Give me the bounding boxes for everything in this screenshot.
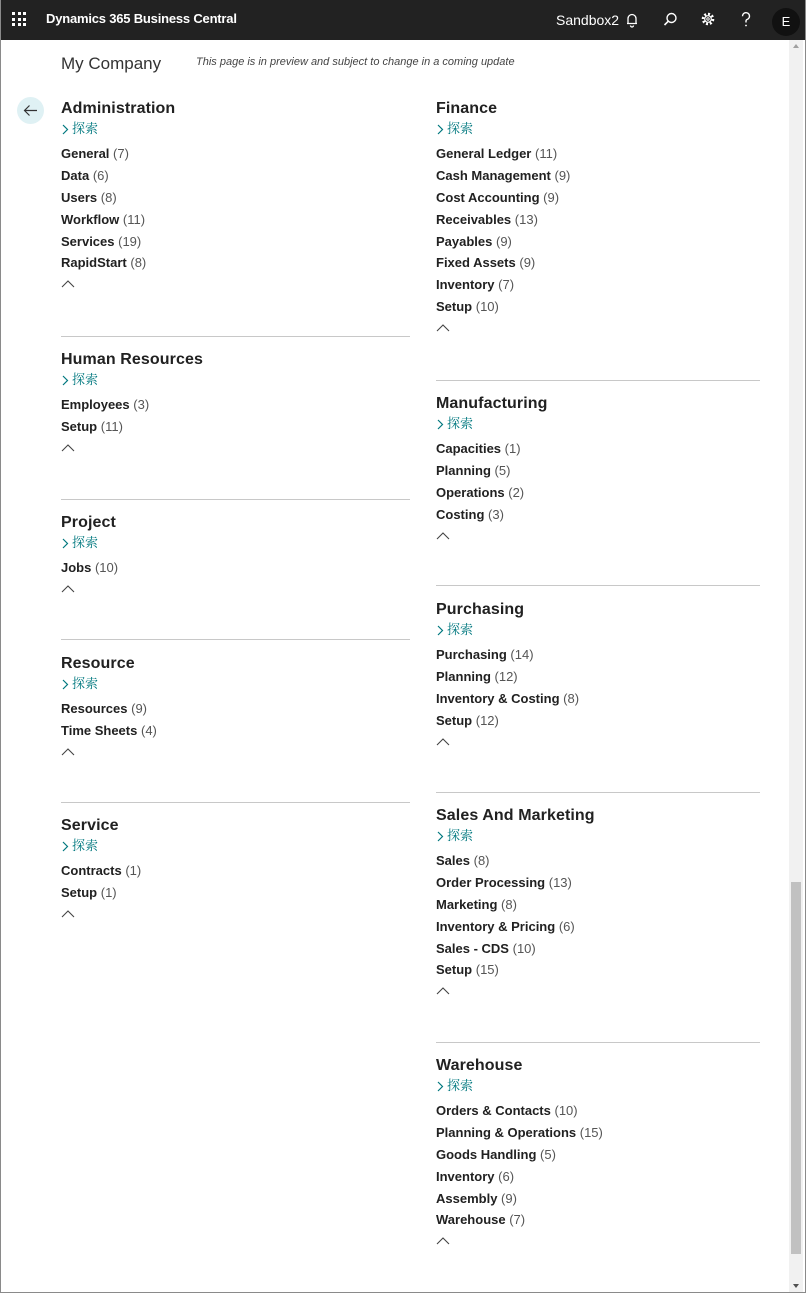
nav-item-contracts[interactable] xyxy=(61,860,410,882)
search-icon[interactable] xyxy=(660,10,680,30)
chevron-up-icon xyxy=(61,584,75,594)
nav-item-label: Setup xyxy=(61,418,98,434)
collapse-button[interactable] xyxy=(61,581,410,597)
nav-item-planning[interactable] xyxy=(436,666,760,688)
nav-item-label: Payables xyxy=(436,233,493,249)
nav-item-label: Order Processing xyxy=(436,874,546,890)
nav-item-inventory[interactable] xyxy=(436,1166,760,1188)
chevron-right-icon xyxy=(437,419,444,430)
nav-item-label: Setup xyxy=(61,884,98,900)
nav-item-count: (15) xyxy=(579,1124,603,1140)
nav-item-count: (5) xyxy=(494,462,511,478)
group-resource xyxy=(61,639,410,760)
scroll-up-arrow-icon[interactable] xyxy=(793,44,799,48)
company-title: My Company xyxy=(61,54,162,73)
nav-item-inventory-and-costing[interactable] xyxy=(436,688,760,710)
nav-item-label: General xyxy=(61,146,110,161)
explore-link[interactable] xyxy=(61,674,410,694)
nav-item-count: (8) xyxy=(100,189,117,205)
chevron-up-icon xyxy=(436,986,450,996)
explore-label: 探索 xyxy=(447,121,474,136)
explore-label: 探索 xyxy=(447,1078,474,1093)
explore-link[interactable] xyxy=(436,119,760,139)
nav-item-setup[interactable] xyxy=(436,959,760,981)
scroll-down-arrow-icon[interactable] xyxy=(793,1284,799,1288)
nav-item-inventory[interactable] xyxy=(436,274,760,296)
nav-item-count: (9) xyxy=(554,167,571,183)
nav-item-count: (5) xyxy=(540,1146,556,1162)
explore-link[interactable] xyxy=(61,533,410,553)
nav-item-label: Inventory xyxy=(436,277,495,293)
nav-item-rapidstart[interactable] xyxy=(61,252,410,274)
nav-item-label: Costing xyxy=(436,506,485,522)
nav-item-label: Setup xyxy=(436,299,473,315)
nav-item-jobs[interactable] xyxy=(61,557,410,579)
explore-label: 探索 xyxy=(447,416,474,431)
nav-item-count: (8) xyxy=(563,690,580,706)
chevron-up-icon xyxy=(61,909,75,919)
nav-item-count: (10) xyxy=(94,560,119,575)
nav-item-label: Fixed Assets xyxy=(436,255,516,271)
nav-item-setup[interactable] xyxy=(61,882,410,904)
nav-item-capacities[interactable] xyxy=(436,438,760,460)
group-title[interactable]: Service xyxy=(61,817,119,834)
explore-label: 探索 xyxy=(72,838,99,853)
nav-item-count: (6) xyxy=(498,1168,515,1184)
nav-item-count: (7) xyxy=(498,277,515,293)
explore-link[interactable] xyxy=(61,370,410,390)
nav-item-employees[interactable] xyxy=(61,394,410,416)
nav-item-label: Users xyxy=(61,189,98,205)
nav-item-label: Warehouse xyxy=(436,1212,506,1228)
nav-item-count: (19) xyxy=(118,233,142,249)
nav-item-count: (9) xyxy=(543,189,560,205)
nav-item-count: (7) xyxy=(509,1212,526,1228)
nav-item-general-ledger[interactable] xyxy=(436,143,760,165)
nav-item-count: (13) xyxy=(548,874,572,890)
nav-item-count: (6) xyxy=(92,167,109,183)
explore-label: 探索 xyxy=(447,622,474,637)
nav-item-count: (3) xyxy=(133,397,150,412)
nav-item-services[interactable] xyxy=(61,231,410,253)
group-title[interactable]: Warehouse xyxy=(436,1057,523,1074)
nav-item-count: (14) xyxy=(510,647,534,662)
explore-label: 探索 xyxy=(72,676,99,691)
nav-item-count: (8) xyxy=(473,853,490,868)
nav-item-count: (2) xyxy=(508,484,525,500)
nav-item-label: Marketing xyxy=(436,896,498,912)
explore-label: 探索 xyxy=(72,372,99,387)
nav-item-inventory-and-pricing[interactable] xyxy=(436,916,760,938)
nav-item-warehouse[interactable] xyxy=(436,1209,760,1231)
chevron-right-icon xyxy=(62,679,69,690)
chevron-right-icon xyxy=(437,1081,444,1092)
nav-item-count: (4) xyxy=(140,722,157,738)
nav-item-label: Assembly xyxy=(436,1190,498,1206)
bell-icon[interactable] xyxy=(622,10,642,30)
nav-item-count: (3) xyxy=(488,506,504,522)
nav-item-count: (8) xyxy=(501,896,517,912)
explore-link[interactable] xyxy=(436,414,760,434)
nav-item-order-processing[interactable] xyxy=(436,872,760,894)
explore-link[interactable] xyxy=(61,836,410,856)
chevron-right-icon xyxy=(62,538,69,549)
nav-item-label: Sales xyxy=(436,853,470,868)
nav-item-marketing[interactable] xyxy=(436,894,760,916)
nav-item-count: (9) xyxy=(131,701,147,716)
collapse-button[interactable] xyxy=(61,276,410,292)
collapse-button[interactable] xyxy=(436,320,760,336)
nav-item-label: Orders & Contacts xyxy=(436,1103,551,1118)
group-title[interactable]: Administration xyxy=(61,100,176,117)
nav-item-users[interactable] xyxy=(61,187,410,209)
group-title[interactable]: Resource xyxy=(61,655,135,672)
scroll-thumb[interactable] xyxy=(791,882,801,1254)
nav-item-label: Services xyxy=(61,233,115,249)
nav-item-count: (15) xyxy=(475,962,499,978)
nav-item-count: (8) xyxy=(130,255,147,271)
gear-icon[interactable] xyxy=(698,10,718,30)
group-warehouse xyxy=(436,1042,760,1249)
explore-label: 探索 xyxy=(72,535,99,550)
chevron-up-icon xyxy=(436,531,450,541)
nav-item-count: (13) xyxy=(514,211,538,227)
chevron-right-icon xyxy=(437,831,444,842)
nav-item-setup[interactable] xyxy=(436,296,760,318)
group-title[interactable]: Purchasing xyxy=(436,601,525,618)
chevron-right-icon xyxy=(62,375,69,386)
collapse-button[interactable] xyxy=(436,734,760,750)
chevron-up-icon xyxy=(61,279,75,289)
environment-name: Sandbox2 xyxy=(556,12,620,28)
nav-item-label: Operations xyxy=(436,484,505,500)
arrow-left-icon xyxy=(23,103,38,118)
nav-item-count: (9) xyxy=(519,255,536,271)
nav-item-planning[interactable] xyxy=(436,460,760,482)
nav-item-label: Inventory & Pricing xyxy=(436,918,556,934)
group-project xyxy=(61,499,410,597)
chevron-up-icon xyxy=(436,737,450,747)
nav-item-count: (10) xyxy=(554,1103,578,1118)
group-purchasing xyxy=(436,585,760,750)
chevron-right-icon xyxy=(437,625,444,636)
nav-item-label: Receivables xyxy=(436,211,512,227)
app-launcher-icon[interactable] xyxy=(12,12,26,26)
help-icon[interactable] xyxy=(736,10,756,30)
nav-item-count: (12) xyxy=(475,712,499,728)
nav-item-label: Sales - CDS xyxy=(436,940,509,956)
nav-item-assembly[interactable] xyxy=(436,1188,760,1210)
avatar[interactable]: E xyxy=(772,8,800,36)
group-administration xyxy=(61,99,410,292)
explore-link[interactable] xyxy=(436,1076,760,1096)
preview-notice: This page is in preview and subject to change in a coming update xyxy=(196,56,515,68)
nav-item-label: Data xyxy=(61,167,90,183)
nav-item-label: Jobs xyxy=(61,560,92,575)
nav-item-label: Resources xyxy=(61,701,128,716)
chevron-up-icon xyxy=(436,323,450,333)
explore-link[interactable] xyxy=(436,826,760,846)
nav-item-resources[interactable] xyxy=(61,698,410,720)
nav-item-label: Workflow xyxy=(61,211,120,227)
chevron-right-icon xyxy=(62,841,69,852)
back-button[interactable] xyxy=(17,97,44,124)
nav-item-label: Cash Management xyxy=(436,167,551,183)
nav-item-general[interactable] xyxy=(61,143,410,165)
nav-item-count: (1) xyxy=(100,884,117,900)
nav-item-label: Time Sheets xyxy=(61,722,138,738)
group-sales-and-marketing xyxy=(436,792,760,999)
nav-item-label: Planning & Operations xyxy=(436,1124,577,1140)
nav-item-count: (9) xyxy=(501,1190,517,1206)
nav-item-label: Setup xyxy=(436,962,473,978)
group-title[interactable]: Sales And Marketing xyxy=(436,807,595,824)
nav-item-sales[interactable] xyxy=(436,850,760,872)
explore-link[interactable] xyxy=(61,119,410,139)
group-finance xyxy=(436,99,760,336)
nav-item-receivables[interactable] xyxy=(436,209,760,231)
explore-label: 探索 xyxy=(72,121,99,136)
collapse-button[interactable] xyxy=(436,983,760,999)
group-title[interactable]: Finance xyxy=(436,100,498,117)
nav-item-purchasing[interactable] xyxy=(436,644,760,666)
nav-item-orders-and-contacts[interactable] xyxy=(436,1100,760,1122)
nav-item-count: (9) xyxy=(496,233,512,249)
nav-item-count: (12) xyxy=(494,668,518,684)
nav-item-label: General Ledger xyxy=(436,146,532,161)
nav-item-operations[interactable] xyxy=(436,482,760,504)
nav-item-data[interactable] xyxy=(61,165,410,187)
nav-item-cost-accounting[interactable] xyxy=(436,187,760,209)
explore-link[interactable] xyxy=(436,620,760,640)
nav-item-count: (10) xyxy=(475,299,499,315)
nav-item-count: (11) xyxy=(100,418,123,434)
nav-item-planning-and-operations[interactable] xyxy=(436,1122,760,1144)
nav-item-sales-cds[interactable] xyxy=(436,938,760,960)
nav-item-label: Purchasing xyxy=(436,647,507,662)
group-manufacturing xyxy=(436,380,760,544)
nav-item-fixed-assets[interactable] xyxy=(436,252,760,274)
collapse-button[interactable] xyxy=(61,440,410,456)
nav-item-count: (1) xyxy=(504,441,521,456)
nav-item-setup[interactable] xyxy=(61,416,410,438)
nav-item-goods-handling[interactable] xyxy=(436,1144,760,1166)
nav-item-label: Planning xyxy=(436,668,491,684)
chevron-right-icon xyxy=(437,124,444,135)
chevron-right-icon xyxy=(62,124,69,135)
collapse-button[interactable] xyxy=(61,906,410,922)
chevron-up-icon xyxy=(436,1236,450,1246)
nav-item-costing[interactable] xyxy=(436,504,760,526)
app-title[interactable]: Dynamics 365 Business Central xyxy=(46,11,237,26)
vertical-scrollbar[interactable] xyxy=(789,40,803,1292)
nav-item-label: Inventory & Costing xyxy=(436,690,560,706)
nav-item-workflow[interactable] xyxy=(61,209,410,231)
collapse-button[interactable] xyxy=(436,528,760,544)
nav-item-count: (7) xyxy=(113,146,129,161)
top-bar xyxy=(0,0,806,40)
chevron-up-icon xyxy=(61,443,75,453)
nav-item-label: Cost Accounting xyxy=(436,189,540,205)
nav-item-label: Capacities xyxy=(436,441,502,456)
nav-item-label: Contracts xyxy=(61,863,122,878)
group-human-resources xyxy=(61,336,410,456)
nav-item-count: (10) xyxy=(512,940,536,956)
explore-label: 探索 xyxy=(447,828,474,843)
nav-item-label: Goods Handling xyxy=(436,1146,537,1162)
nav-item-count: (11) xyxy=(535,146,558,161)
nav-item-label: RapidStart xyxy=(61,255,127,271)
collapse-button[interactable] xyxy=(436,1233,760,1249)
nav-item-setup[interactable] xyxy=(436,710,760,732)
nav-item-payables[interactable] xyxy=(436,231,760,253)
group-title[interactable]: Project xyxy=(61,514,116,531)
collapse-button[interactable] xyxy=(61,744,410,760)
nav-item-label: Setup xyxy=(436,712,473,728)
nav-item-label: Planning xyxy=(436,462,491,478)
nav-item-count: (1) xyxy=(125,863,142,878)
chevron-up-icon xyxy=(61,747,75,757)
nav-item-time-sheets[interactable] xyxy=(61,720,410,742)
nav-item-count: (11) xyxy=(122,211,146,227)
nav-item-cash-management[interactable] xyxy=(436,165,760,187)
nav-item-label: Inventory xyxy=(436,1168,495,1184)
group-title[interactable]: Manufacturing xyxy=(436,395,548,412)
nav-item-count: (6) xyxy=(558,918,575,934)
group-service xyxy=(61,802,410,922)
group-title[interactable]: Human Resources xyxy=(61,351,203,368)
nav-item-label: Employees xyxy=(61,397,130,412)
